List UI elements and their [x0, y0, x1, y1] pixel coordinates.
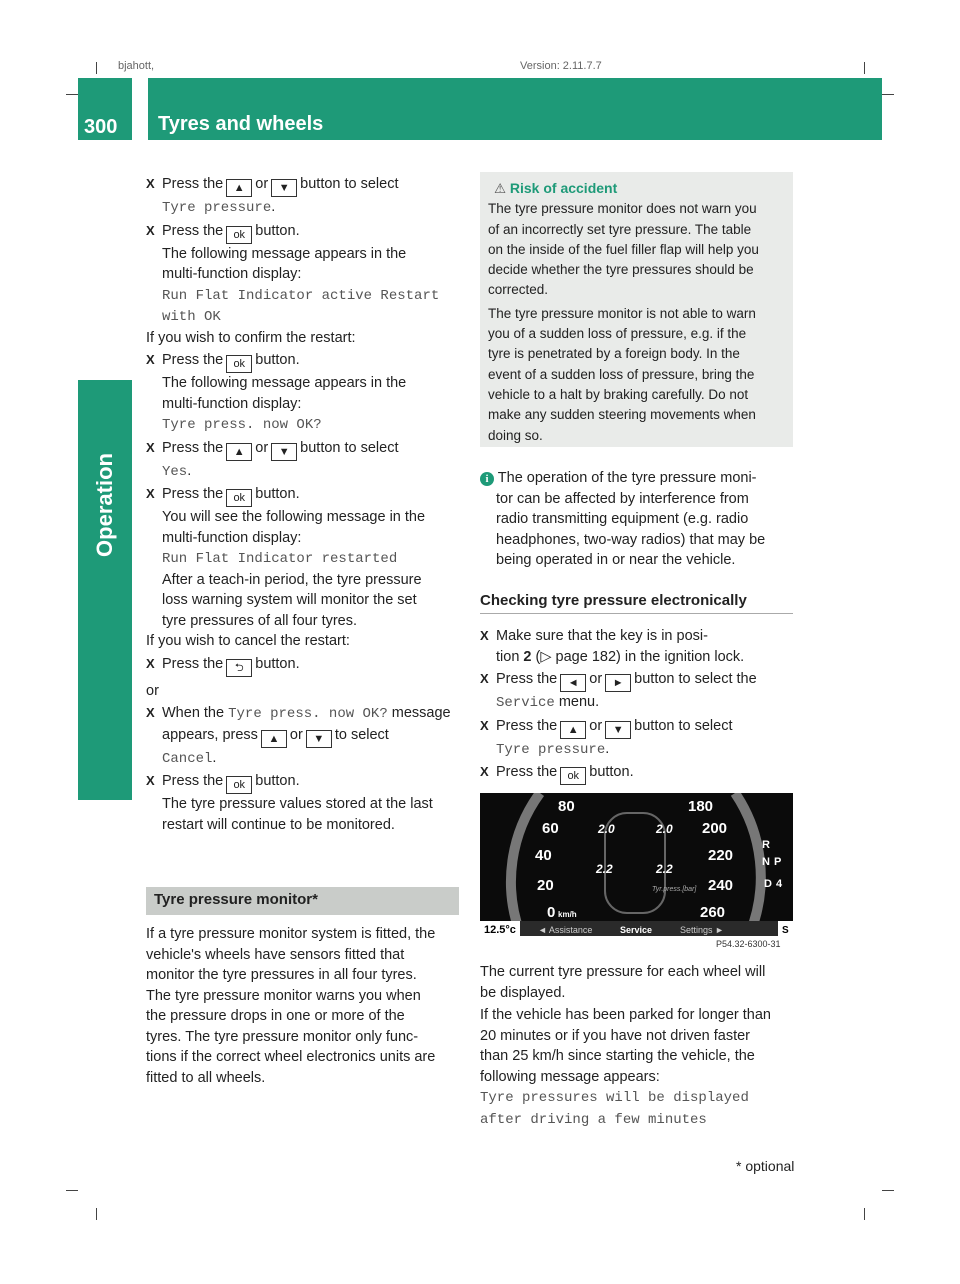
gear-d: D: [764, 878, 772, 890]
text: the pressure drops in one or more of the: [146, 1008, 405, 1024]
crop-mark: [882, 94, 894, 95]
step: [146, 221, 462, 328]
tyre-front-right: 2.0: [656, 822, 673, 836]
crop-mark: [864, 62, 865, 74]
text: Press the: [162, 439, 224, 456]
text: If a tyre pressure monitor system is fitted, the: [146, 926, 436, 942]
text: of an incorrectly set tyre pressure. The table: [488, 221, 752, 237]
text: tion: [496, 648, 520, 665]
down-key-icon: ▼: [271, 443, 297, 461]
up-key-icon: ▲: [226, 443, 252, 461]
text: Press the: [496, 764, 558, 780]
text: tions if the correct wheel electronics units are: [146, 1049, 436, 1065]
ok-key-icon: ok: [560, 767, 586, 785]
text: loss warning system will monitor the set: [162, 592, 417, 608]
meta-version: Version: 2.11.7.7: [520, 60, 602, 72]
outside-temp: 12.5°c: [484, 924, 516, 936]
speed-label: 60: [542, 820, 559, 837]
text: event of a sudden loss of pressure, bring the: [488, 366, 755, 382]
step: [146, 438, 462, 483]
text: than 25 km/h since starting the vehicle, the: [480, 1048, 755, 1064]
text: button to select: [300, 439, 399, 456]
text: multi-function display:: [162, 529, 302, 546]
footer-note: * optional: [736, 1158, 795, 1174]
step: [146, 703, 462, 769]
ok-key-icon: ok: [226, 355, 252, 373]
text: headphones, two-way radios) that may be: [496, 531, 766, 548]
gear-n: N: [762, 856, 770, 868]
up-key-icon: ▲: [261, 730, 287, 748]
text: button.: [255, 655, 300, 672]
text: decide whether the tyre pressures should be: [488, 262, 754, 278]
text: Press the: [162, 176, 224, 192]
text: following message appears:: [480, 1068, 660, 1085]
left-column: [146, 172, 462, 835]
section-tab-label: Operation: [92, 453, 117, 557]
figure-code: P54.32-6300-31: [716, 939, 781, 949]
text: being operated in or near the vehicle.: [496, 552, 736, 568]
down-key-icon: ▼: [306, 730, 332, 748]
text: radio transmitting equipment (e.g. radio: [496, 511, 749, 527]
up-key-icon: ▲: [560, 721, 586, 739]
text: The current tyre pressure for each wheel will: [480, 964, 766, 980]
section-tab-label-wrap: [78, 382, 132, 557]
step: [480, 669, 798, 714]
menu-value: Service: [496, 695, 555, 711]
text: If the vehicle has been parked for longer than: [480, 1007, 771, 1023]
cluster-graphic: [480, 793, 793, 950]
menu-prev: ◄ Assistance: [538, 925, 593, 935]
gear-r: R: [762, 839, 770, 851]
unit-label: Tyr.press.[bar]: [652, 886, 697, 893]
text: After a teach-in period, the tyre pressure: [162, 571, 422, 588]
crop-mark: [96, 62, 97, 74]
back-key-icon: ⮌: [226, 659, 252, 677]
menu-value: Tyre pressure: [162, 200, 272, 216]
meta-author: bjahott,: [118, 60, 155, 72]
speed-label: 200: [702, 820, 728, 837]
warning-title: Risk of accident: [509, 180, 618, 196]
text: be displayed.: [480, 984, 566, 1001]
instrument-cluster-image: [480, 793, 793, 950]
text: you of a sudden loss of pressure, e.g. if the: [488, 326, 747, 342]
text: appears, press: [162, 726, 258, 743]
text: Press the: [162, 222, 224, 239]
text: or: [589, 671, 603, 687]
warning-content: [488, 178, 788, 446]
page-title: Tyres and wheels: [158, 113, 324, 135]
tyre-front-left: 2.0: [598, 822, 615, 836]
text: button.: [255, 222, 300, 239]
subheading: Checking tyre pressure electronically: [480, 592, 793, 614]
text: Press the: [496, 671, 558, 687]
text: The operation of the tyre pressure moni-: [497, 470, 757, 486]
menu-value: Cancel: [162, 750, 213, 767]
step: [146, 350, 462, 436]
menu-current: Service: [620, 925, 653, 935]
text: on the inside of the fuel filler flap will help you: [488, 241, 759, 257]
text: tyres. The tyre pressure monitor only func-: [146, 1028, 419, 1045]
text: button to select: [300, 176, 399, 192]
text: fitted to all wheels.: [146, 1069, 266, 1086]
speed-label: 220: [708, 847, 734, 864]
text: vehicle to a halt by braking carefully. Do not: [488, 386, 749, 402]
s-icon: S: [782, 925, 789, 936]
step: [146, 654, 462, 677]
text: The tyre pressure values stored at the last: [162, 796, 433, 812]
speed-label: 80: [558, 798, 575, 815]
paragraph: or: [146, 682, 159, 699]
crop-mark: [96, 1208, 97, 1220]
text: or: [255, 439, 269, 456]
text: restart will continue to be monitored.: [162, 816, 395, 833]
crop-mark: [66, 94, 78, 95]
text: button.: [255, 773, 300, 789]
text: button to select: [634, 717, 733, 734]
text: The tyre pressure monitor does not warn you: [488, 201, 757, 217]
text: or: [289, 726, 303, 743]
text: tyre is penetrated by a foreign body. In the: [488, 346, 740, 362]
page-number: 300: [84, 116, 118, 138]
speed-label: 20: [537, 877, 554, 894]
warning-box: [480, 172, 793, 447]
text: The following message appears in the: [162, 245, 407, 262]
text: Press the: [496, 717, 558, 734]
info-icon: i: [480, 472, 494, 486]
down-key-icon: ▼: [271, 179, 297, 197]
text: tor can be affected by interference from: [496, 490, 749, 507]
tyre-rear-right: 2.2: [656, 862, 673, 876]
text: button.: [255, 486, 300, 502]
text: The following message appears in the: [162, 375, 407, 391]
speed-label: 240: [708, 877, 734, 894]
left-key-icon: ◄: [560, 674, 586, 692]
up-key-icon: ▲: [226, 179, 252, 197]
down-key-icon: ▼: [605, 721, 631, 739]
display-message: Tyre pressures will be displayed: [480, 1090, 749, 1106]
ok-key-icon: ok: [226, 489, 252, 507]
text: or: [589, 717, 603, 734]
right-column-bottom: [480, 962, 798, 1130]
crop-mark: [882, 1190, 894, 1191]
section-heading-text: Tyre pressure monitor*: [154, 891, 318, 908]
crop-mark: [66, 1190, 78, 1191]
ignition-position: 2: [523, 648, 532, 665]
speed-label: 40: [535, 847, 552, 864]
paragraph: If you wish to cancel the restart:: [146, 633, 350, 649]
menu-value: Yes: [162, 463, 188, 480]
tyre-rear-left: 2.2: [596, 862, 613, 876]
crop-mark: [864, 1208, 865, 1220]
text: monitor the tyre pressures in all four tyres.: [146, 967, 417, 983]
text: Press the: [162, 773, 224, 789]
section-heading: [146, 887, 459, 915]
display-message: Tyre press. now OK?: [162, 417, 322, 433]
text: button.: [255, 352, 300, 368]
speed-label: 260: [700, 904, 726, 921]
text: Make sure that the key is in posi-: [496, 628, 708, 644]
text: The tyre pressure monitor warns you when: [146, 987, 421, 1004]
speed-label: 180: [688, 798, 714, 815]
step: [146, 771, 462, 835]
text: corrected.: [488, 282, 549, 298]
text: multi-function display:: [162, 395, 302, 412]
info-note: [480, 468, 796, 571]
text: vehicle's wheels have sensors fitted that: [146, 946, 405, 963]
display-message: Run Flat Indicator restarted: [162, 551, 398, 567]
display-message: Run Flat Indicator active Restart: [162, 287, 440, 304]
text: Press the: [162, 352, 224, 368]
text: multi-function display:: [162, 266, 302, 282]
menu-value: Tyre pressure: [496, 741, 606, 758]
text: menu.: [558, 694, 600, 710]
text: doing so.: [488, 427, 543, 443]
right-column: [480, 624, 798, 785]
text: When the: [162, 705, 225, 721]
text: Press the: [162, 486, 224, 502]
text: button.: [589, 764, 634, 780]
menu-next: Settings ►: [680, 925, 724, 935]
text: .: [212, 749, 217, 766]
right-key-icon: ►: [605, 674, 631, 692]
gear-number: 4: [776, 878, 783, 890]
text: message: [391, 705, 451, 721]
step: [146, 174, 462, 219]
speed-unit: km/h: [558, 910, 577, 919]
text: tyre pressures of all four tyres.: [162, 612, 358, 629]
text: You will see the following message in the: [162, 509, 426, 525]
speed-label: 0: [547, 904, 556, 921]
text: Press the: [162, 655, 224, 672]
text: The tyre pressure monitor is not able to warn: [488, 305, 756, 321]
paragraph: If you wish to confirm the restart:: [146, 329, 356, 346]
text: make any sudden steering movements when: [488, 407, 756, 423]
text: to select: [334, 726, 389, 743]
text: .: [271, 199, 276, 215]
display-message: after driving a few minutes: [480, 1111, 707, 1128]
text: 20 minutes or if you have not driven faster: [480, 1027, 751, 1044]
text: .: [605, 740, 610, 757]
gear-p: P: [774, 856, 782, 868]
step: [146, 484, 462, 631]
section-body: [146, 924, 462, 1088]
step: [480, 626, 798, 667]
text: .: [187, 462, 192, 479]
step: [480, 716, 798, 761]
display-message: Tyre press. now OK?: [228, 706, 388, 722]
ok-key-icon: ok: [226, 776, 252, 794]
step: [480, 762, 798, 785]
text: button to select the: [634, 671, 757, 687]
ok-key-icon: ok: [226, 226, 252, 244]
display-message: with OK: [162, 309, 221, 325]
warning-triangle-icon: ⚠: [494, 181, 507, 196]
page-ref-link[interactable]: (▷ page 182) in the ignition lock.: [535, 648, 745, 665]
text: or: [255, 176, 269, 192]
